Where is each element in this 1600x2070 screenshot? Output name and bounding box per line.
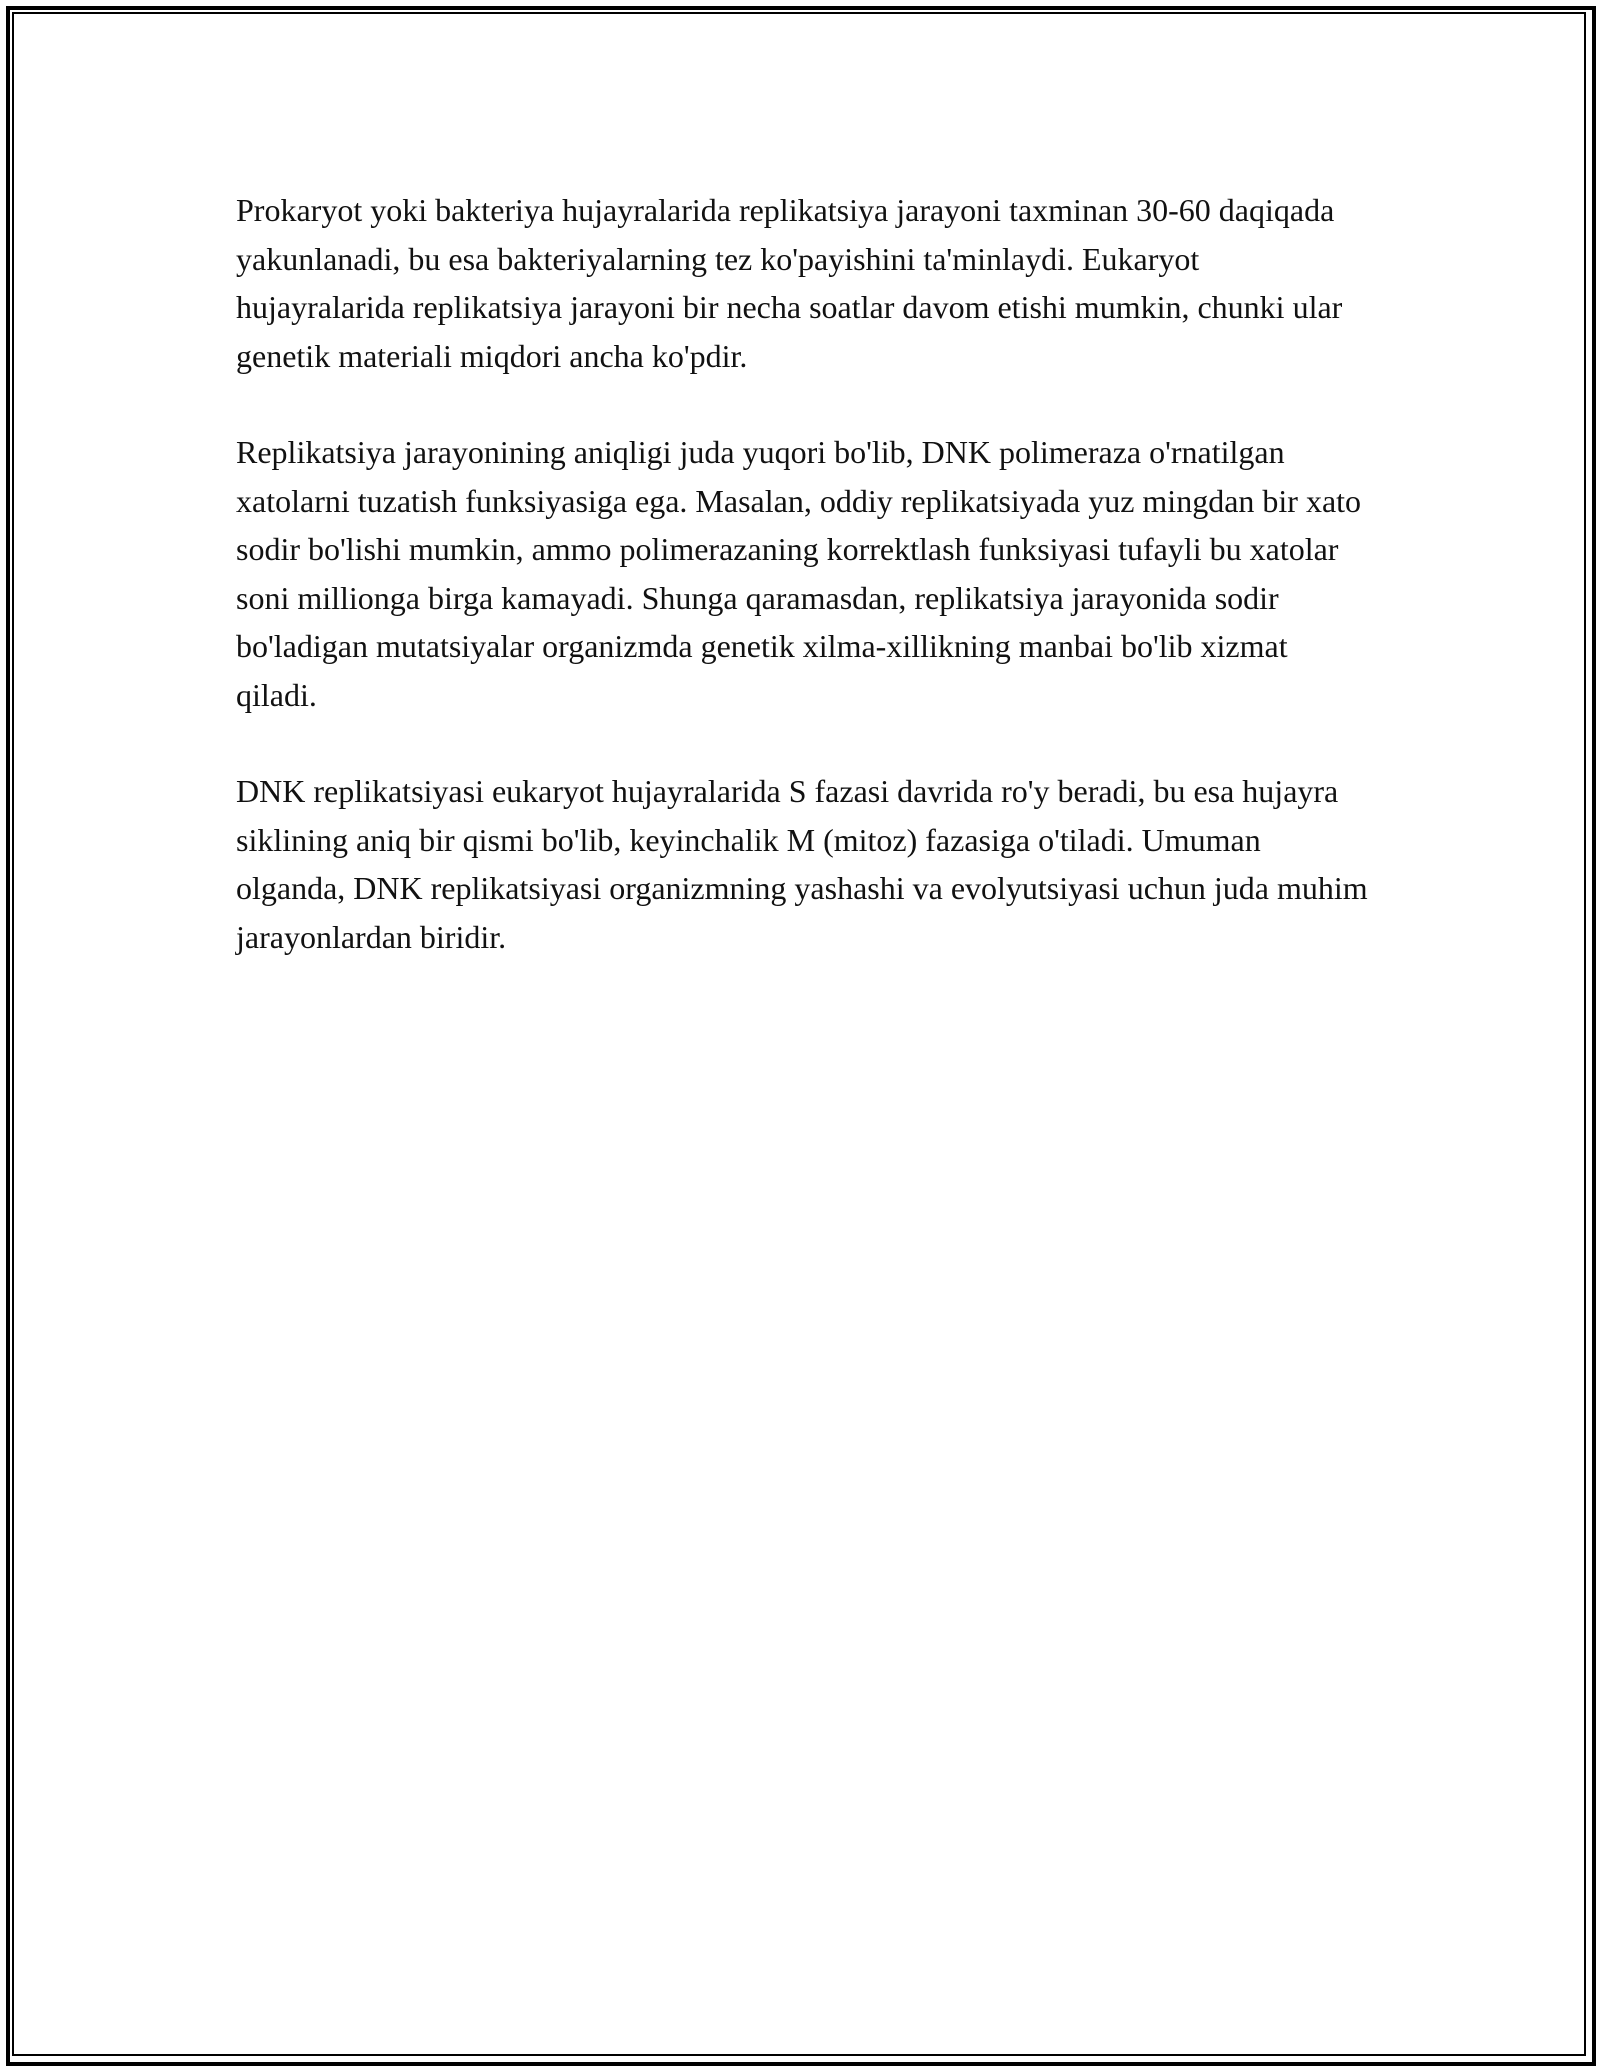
paragraph-replication-cell-cycle: DNK replikatsiyasi eukaryot hujayralarida S fazasi davrida ro'y beradi, bu esa hujayra siklining aniq bir qismi bo'lib, keyinchalik M (mitoz) fazasiga o'tiladi. Umuman olganda, DNK replikatsiyasi organizmning yashashi va evolyutsiyasi uchun juda muhim jarayonlardan biridir. [236, 773, 1368, 955]
paragraph-replication-duration: Prokaryot yoki bakteriya hujayralarida replikatsiya jarayoni taxminan 30-60 daqiqada yakunlanadi, bu esa bakteriyalarning tez ko'payishini ta'minlaydi. Eukaryot hujayralarida replikatsiya jarayoni bir necha soatlar davom etishi mumkin, chunki ular genetik materiali miqdori ancha ko'pdir. [236, 192, 1343, 374]
paragraph-replication-accuracy: Replikatsiya jarayonining aniqligi juda yuqori bo'lib, DNK polimeraza o'rnatilgan xatolarni tuzatish funksiyasiga ega. Masalan, oddiy replikatsiyada yuz mingdan bir xato sodir bo'lishi mumkin, ammo polimerazaning korrektlash funksiyasi tufayli bu xatolar soni millionga birga kamayadi. Shunga qaramasdan, replikatsiya jarayonida sodir bo'ladigan mutatsiyalar organizmda genetik xilma-xillikning manbai bo'lib xizmat qiladi. [236, 434, 1362, 713]
document-body [236, 186, 1376, 1009]
